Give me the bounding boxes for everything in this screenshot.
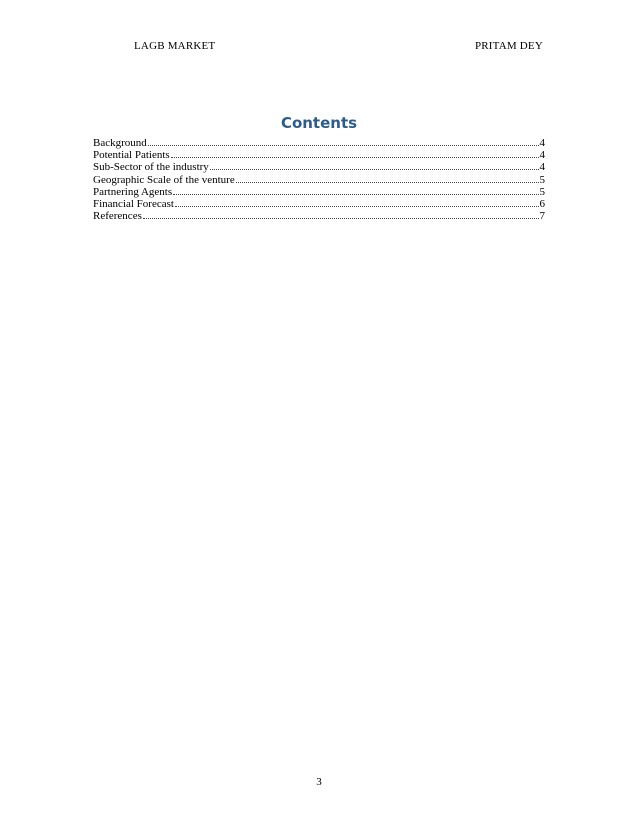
toc-dot-leader (236, 181, 539, 183)
toc-title: Contents (280, 114, 358, 132)
toc-entry-partnering-agents[interactable] (93, 186, 545, 198)
toc-entry-label: Partnering Agents (93, 185, 173, 198)
toc-entry-references[interactable] (93, 210, 545, 222)
table-of-contents (93, 137, 545, 222)
toc-entry-financial-forecast[interactable] (93, 198, 545, 210)
toc-entry-page: 4 (539, 137, 545, 149)
toc-entry-label: Potential Patients (93, 149, 170, 162)
toc-entry-background[interactable] (93, 137, 545, 149)
toc-entry-page: 5 (539, 185, 545, 198)
toc-entry-sub-sector[interactable] (93, 161, 545, 173)
toc-entry-geographic-scale[interactable] (93, 174, 545, 186)
toc-entry-page: 4 (539, 149, 545, 162)
toc-entry-label: Sub-Sector of the industry (93, 161, 209, 174)
toc-entry-label: Geographic Scale of the venture (93, 173, 235, 186)
toc-dot-leader (175, 205, 539, 207)
toc-entry-page: 5 (539, 173, 545, 186)
toc-entry-label: References (93, 210, 142, 223)
toc-entry-page: 7 (539, 210, 545, 223)
header-left-text: LAGB MARKET (134, 40, 216, 52)
header-right-text: PRITAM DEY (474, 40, 543, 52)
toc-dot-leader (173, 193, 538, 195)
toc-dot-leader (148, 144, 539, 146)
toc-entry-label: Financial Forecast (93, 197, 174, 210)
toc-entry-label: Background (93, 137, 147, 149)
toc-entry-page: 6 (539, 197, 545, 210)
toc-entry-page: 4 (539, 161, 545, 174)
toc-dot-leader (143, 217, 539, 219)
footer-page-number: 3 (316, 776, 322, 788)
toc-entry-potential-patients[interactable] (93, 149, 545, 161)
toc-dot-leader (210, 168, 539, 170)
toc-dot-leader (171, 156, 539, 158)
